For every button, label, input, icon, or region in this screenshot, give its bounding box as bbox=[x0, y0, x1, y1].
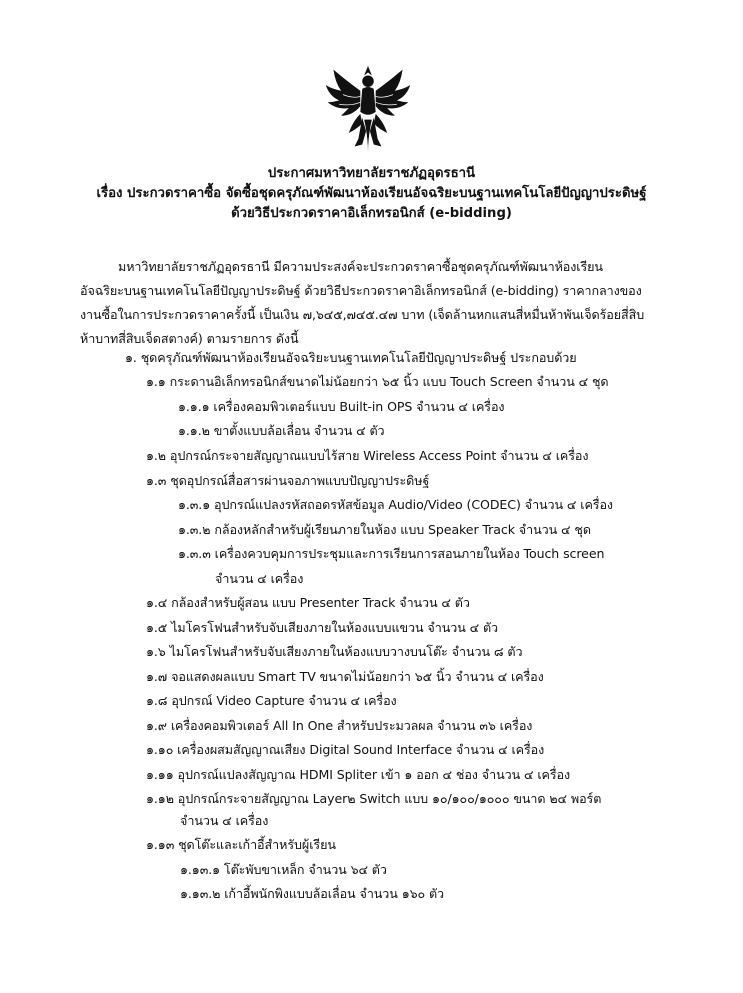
list-item: ๑. ชุดครุภัณฑ์พัฒนาห้องเรียนอัจฉริยะบนฐานเทคโนโลยีปัญญาประดิษฐ์ ประกอบด้วย bbox=[125, 350, 577, 365]
announcement-method: ด้วยวิธีประกวดราคาอิเล็กทรอนิกส์ (e-bidding) bbox=[231, 206, 512, 221]
list-item: ๑.๑๓.๑ โต๊ะพับขาเหล็ก จำนวน ๖๔ ตัว bbox=[180, 862, 387, 877]
announcement-subject: เรื่อง ประกวดราคาซื้อ จัดซื้อชุดครุภัณฑ์พัฒนาห้องเรียนอัจฉริยะบนฐานเทคโนโลยีปัญญาประดิษฐ์ bbox=[96, 186, 647, 201]
list-item: ๑.๓.๑ อุปกรณ์แปลงรหัสถอดรหัสข้อมูล Audio/Video (CODEC) จำนวน ๔ เครื่อง bbox=[178, 497, 613, 512]
list-item: ๑.๓.๓ เครื่องควบคุมการประชุมและการเรียนการสอนภายในห้อง Touch screen bbox=[178, 546, 605, 561]
list-item: ๑.๑.๒ ขาตั้งแบบล้อเลื่อน จำนวน ๔ ตัว bbox=[178, 423, 385, 438]
list-item: ๑.๑ กระดานอิเล็กทรอนิกส์ขนาดไม่น้อยกว่า ๖๕ นิ้ว แบบ Touch Screen จำนวน ๔ ชุด bbox=[146, 374, 609, 389]
list-item: ๑.๘ อุปกรณ์ Video Capture จำนวน ๔ เครื่อง bbox=[146, 693, 397, 708]
list-item: ๑.๑๓.๒ เก้าอี้พนักพิงแบบล้อเลื่อน จำนวน ๑๖๐ ตัว bbox=[180, 886, 445, 901]
list-item: ๑.๑๓ ชุดโต๊ะและเก้าอี้สำหรับผู้เรียน bbox=[146, 837, 336, 852]
list-item: จำนวน ๔ เครื่อง bbox=[180, 813, 269, 828]
list-item: ๑.๕ ไมโครโฟนสำหรับจับเสียงภายในห้องแบบแขวน จำนวน ๔ ตัว bbox=[146, 620, 498, 635]
list-item: ๑.๔ กล้องสำหรับผู้สอน แบบ Presenter Track จำนวน ๔ ตัว bbox=[146, 595, 470, 610]
list-item: ๑.๑๑ อุปกรณ์แปลงสัญญาณ HDMI Spliter เข้า ๑ ออก ๔ ช่อง จำนวน ๔ เครื่อง bbox=[146, 767, 571, 782]
list-item: ๑.๑๒ อุปกรณ์กระจายสัญญาณ Layer๒ Switch แบบ ๑๐/๑๐๐/๑๐๐๐ ขนาด ๒๔ พอร์ต bbox=[146, 791, 602, 806]
list-item: ๑.๒ อุปกรณ์กระจายสัญญาณแบบไร้สาย Wireless Access Point จำนวน ๔ เครื่อง bbox=[146, 448, 589, 463]
announcement-issuer: ประกาศมหาวิทยาลัยราชภัฏอุดรธานี bbox=[267, 166, 476, 181]
intro-line: ห้าบาทสี่สิบเจ็ดสตางค์) ตามรายการ ดังนี้ bbox=[80, 331, 299, 346]
intro-line: งานซื้อในการประกวดราคาครั้งนี้ เป็นเงิน ๗,๖๔๕,๗๔๕.๔๗ บาท (เจ็ดล้านหกแสนสี่หมื่นห้าพันเจ็ดร้อยสี่สิบ bbox=[80, 307, 645, 322]
list-item: ๑.๗ จอแสดงผลแบบ Smart TV ขนาดไม่น้อยกว่า ๖๕ นิ้ว จำนวน ๔ เครื่อง bbox=[146, 669, 544, 684]
list-item: ๑.๓ ชุดอุปกรณ์สื่อสารผ่านจอภาพแบบปัญญาประดิษฐ์ bbox=[146, 473, 430, 488]
list-item: ๑.๙ เครื่องคอมพิวเตอร์ All In One สำหรับประมวลผล จำนวน ๓๖ เครื่อง bbox=[146, 718, 533, 733]
list-item: จำนวน ๔ เครื่อง bbox=[215, 571, 304, 586]
garuda-emblem-icon bbox=[320, 62, 416, 158]
list-item: ๑.๓.๒ กล้องหลักสำหรับผู้เรียนภายในห้อง แบบ Speaker Track จำนวน ๔ ชุด bbox=[178, 522, 591, 537]
list-item: ๑.๑๐ เครื่องผสมสัญญาณเสียง Digital Sound Interface จำนวน ๔ เครื่อง bbox=[146, 742, 545, 757]
list-item: ๑.๑.๑ เครื่องคอมพิวเตอร์แบบ Built-in OPS จำนวน ๔ เครื่อง bbox=[178, 399, 505, 414]
intro-line: อัจฉริยะบนฐานเทคโนโลยีปัญญาประดิษฐ์ ด้วยวิธีประกวดราคาอิเล็กทรอนิกส์ (e-bidding) ราคากลางของ bbox=[80, 283, 642, 298]
intro-line: มหาวิทยาลัยราชภัฏอุดรธานี มีความประสงค์จะประกวดราคาซื้อชุดครุภัณฑ์พัฒนาห้องเรียน bbox=[118, 259, 603, 274]
list-item: ๑.๖ ไมโครโฟนสำหรับจับเสียงภายในห้องแบบวางบนโต๊ะ จำนวน ๘ ตัว bbox=[146, 644, 523, 659]
